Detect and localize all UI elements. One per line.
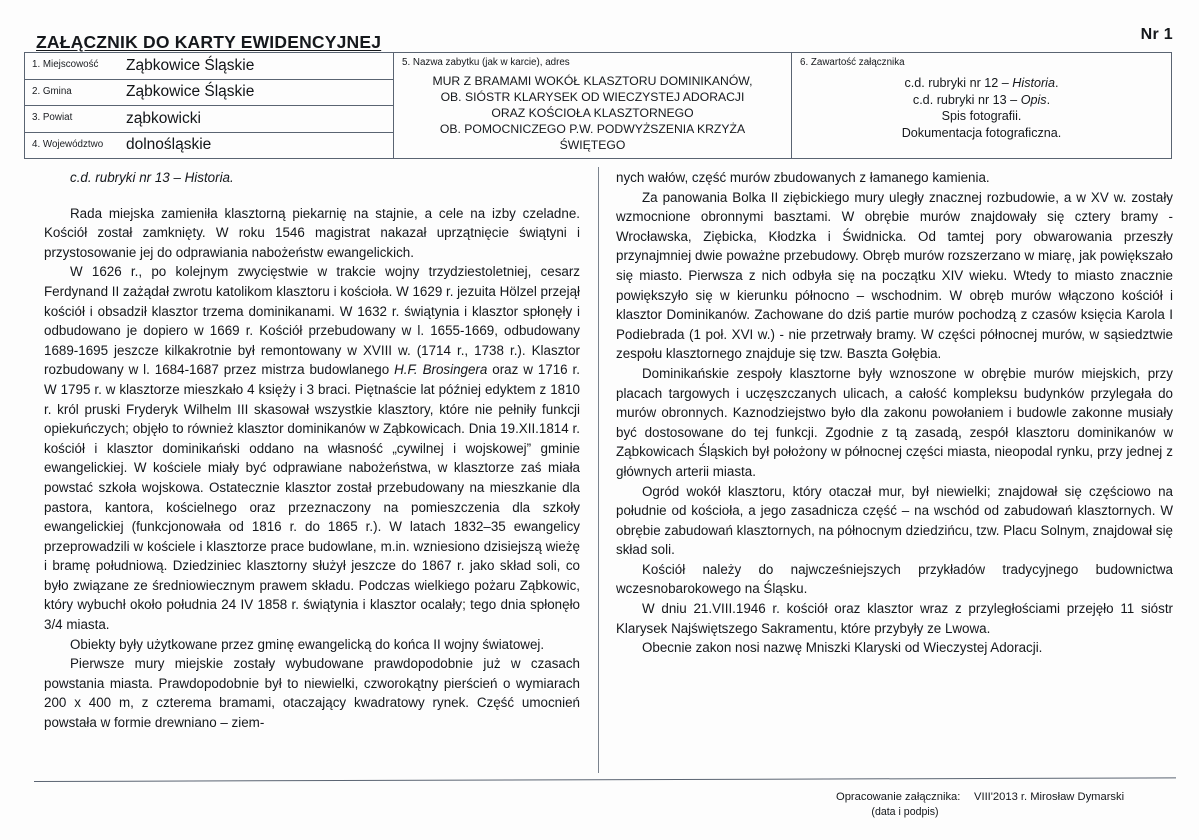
monument-name-cell (394, 53, 792, 158)
table-row (25, 106, 393, 133)
table-row (25, 133, 393, 159)
paragraph-1: Rada miejska zamieniła klasztorną piekarnię na stajnie, a cele na izby czeladne. Kościół został zamknięty. W roku 1546 magistrat nakazał uprzątnięcie świątyni i przystosowanie jej do odprawiania nabożeństw ewangelickich. (44, 205, 580, 260)
page-number: Nr 1 (1140, 26, 1173, 43)
italic-historia: Historia (1012, 75, 1055, 90)
monument-name-line-2: OB. SIÓSTR KLARYSEK OD WIECZYSTEJ ADORACJI (440, 89, 745, 104)
field-value-wojewodztwo: dolnośląskie (126, 136, 212, 154)
field-label-miejscowosc: 1. Miejscowość (32, 59, 99, 71)
field-value-gmina: Ząbkowice Śląskie (126, 83, 255, 101)
field-value-miejscowosc: Ząbkowice Śląskie (126, 56, 255, 74)
field-value-powiat: ząbkowicki (126, 109, 201, 127)
paragraph-7: Ogród wokół klasztoru, który otaczał mur, był niewielki; znajdował się częściowo na południe od kościoła, a jego zasadnicza część – na wschód od zabudowań klasztornych. W obrębie zabudowań klasztornych, na północnym dziedzińcu, tzw. Placu Solnym, znajdował się skład soli. (616, 483, 1173, 558)
monument-name-caption: 5. Nazwa zabytku (jak w karcie), adres (402, 57, 570, 68)
monument-name-line-5: ŚWIĘTEGO (559, 138, 626, 153)
italic-opis: Opis (1020, 92, 1047, 107)
identification-column (25, 53, 394, 158)
body-left-column (44, 168, 580, 733)
monument-name-line-3: ORAZ KOŚCIOŁA KLASZTORNEGO (491, 105, 694, 120)
attachment-contents-line-4: Dokumentacja fotograficzna. (901, 126, 1062, 141)
monument-name-line-1: MUR Z BRAMAMI WOKÓŁ KLASZTORU DOMINIKANÓW, (432, 73, 753, 88)
body-right-column (616, 168, 1173, 658)
footer-label: Opracowanie załącznika: (836, 791, 961, 803)
table-row (25, 53, 393, 80)
paragraph-4: Pierwsze mury miejskie zostały wybudowane prawdopodobnie już w czasach powstania miasta. Prawdopodobnie był to niewielki, czworokątny pierścień o wymiarach 200 x 400 m, z czterema bramami, otaczający kwadratowy rynek. Część umocnień powstała w formie drewniano – ziem- (44, 656, 580, 731)
header-table (24, 52, 1172, 159)
paragraph-3: Obiekty były użytkowane przez gminę ewangelicką do końca II wojny światowej. (70, 636, 545, 652)
footer-author-and-date: VIII'2013 r. Mirosław Dymarski (974, 791, 1125, 803)
monument-name-value (394, 70, 791, 153)
column-divider (598, 167, 599, 773)
paragraph-2-part-a: W 1626 r., po kolejnym zwycięstwie w trakcie wojny trzydziestoletniej, cesarz Ferdynand II zażądał zwrotu katolikom klasztoru i kościoła. W 1629 r. jezuita Hölzel przejął kościół i obsadził klasztor trzema dominikanami. W 1632 r. świątynia i klasztor spłonęły i odbudowano je dopiero w 1669 r. Kościół przebudowany w l. 1655-1669, odbudowany 1689-1695 jeszcze kilkakrotnie był remontowany w XVIII w. (1714 r., 1738 r.). Klasztor rozbudowany w l. 1684-1687 przez mistrza budowlanego (44, 264, 580, 378)
footer (836, 789, 1124, 821)
footer-main-row (836, 789, 1124, 805)
page-title: ZAŁĄCZNIK DO KARTY EWIDENCYJNEJ (36, 32, 382, 52)
table-row (25, 80, 393, 107)
paragraph-continued: nych wałów, część murów zbudowanych z łamanego kamienia. (616, 170, 990, 185)
italic-architect-name: H.F. Brosingera (394, 362, 488, 378)
footer-divider (34, 777, 1176, 782)
footer-sub-label: (data i podpis) (871, 806, 939, 819)
paragraph-2-part-b: oraz w 1716 r. W 1795 r. w klasztorze mieszkało 4 księży i 3 braci. Piętnaście lat później edyktem z 1810 r. król pruski Fryderyk Wilhelm III skasował wszystkie klasztory, które nie pełniły funkcji opiekuńczych; objęło to również klasztor dominikanów w Ząbkowicach. Dnia 19.XII.1814 r. kościół i klasztor dominikański oddano na własność „cywilnej i wojskowej” gminie ewangelickiej. W kościele miały być odprawiane nabożeństwa, w klasztorze zaś miała powstać szkoła wojskowa. Ostatecznie klasztor został przebudowany na mieszkanie dla pastora, kantora, kościelnego oraz przeznaczony na pomieszczenia dla szkoły ewangelickiej (funkcjonowała od 1816 r. do 1865 r.). W latach 1832–35 ewangelicy przeprowadzili w kościele i klasztorze prace budowlane, m.in. wzniesiono dzisiejszą wieżę i bramę południową. Dziedziniec klasztorny służył jeszcze do 1867 r. jako skład soli, co było związane ze średniowiecznym prawem składu. Podczas wielkiego pożaru Ząbkowic, który wybuchł około południa 24 IV 1858 r. świątynia i klasztor ocalały; tego dnia spłonęło 3/4 miasta. (44, 362, 580, 633)
attachment-contents-line-1: c.d. rubryki nr 12 – Historia. (904, 75, 1059, 90)
paragraph-6: Dominikańskie zespoły klasztorne były wznoszone w obrębie murów miejskich, przy placach targowych i uczęszczanych ulicach, a całość kompleksu budynków przylegała do murów obronnych. Kaznodziejstwo było dla zakonu powołaniem i budowle zakonne musiały być dostosowane do tej funkcji. Zgodnie z tą zasadą, zespół klasztoru dominikanów w Ząbkowicach Śląskich był położony w północnej części miasta, nieopodal rynku, przy jednej z głównych arterii miasta. (616, 365, 1173, 479)
paragraph-5: Za panowania Bolka II ziębickiego mury uległy znacznej rozbudowie, a w XV w. zostały wzmocnione obronnymi basztami. W obrębie murów znajdowały się cztery bramy - Wrocławska, Ziębicka, Kłodzka i Świdnicka. Od tamtej pory obwarowania przeszły przynajmniej dwie poważne przebudowy. Obręb murów rozszerzano w miarę, jak powiększało się miasto. Pierwsza z nich odbyła się na początku XIV wieku. Wtedy to miasto znacznie powiększyło się w kierunku północno – wschodnim. W obręb murów włączono kościół i klasztor Dominikanów. Zachowane do dziś partie murów pochodzą z czasów księcia Karola I Podiebrada (1 poł. XVI w.) - nie przetrwały bramy. W części północnej murów, w sąsiedztwie zespołu klasztornego znajduje się tzw. Baszta Gołębia. (616, 189, 1173, 362)
paragraph-9: W dniu 21.VIII.1946 r. kościół oraz klasztor wraz z przyległościami przejęło 11 sióstr Klarysek Najświętszego Sakramentu, które przybyły ze Lwowa. (616, 601, 1173, 636)
attachment-contents-line-3: Spis fotografii. (941, 109, 1022, 124)
paragraph-2 (44, 262, 580, 634)
paragraph-10: Obecnie zakon nosi nazwę Mniszki Klaryski od Wieczystej Adoracji. (642, 640, 1043, 656)
attachment-contents-line-2: c.d. rubryki nr 13 – Opis. (912, 92, 1051, 107)
field-label-wojewodztwo: 4. Województwo (32, 138, 104, 150)
attachment-contents-value (792, 70, 1171, 143)
section-heading-historia: c.d. rubryki nr 13 – Historia. (70, 170, 234, 185)
field-label-gmina: 2. Gmina (32, 85, 72, 97)
paragraph-8: Kościół należy do najwcześniejszych przykładów tradycyjnego budownictwa wczesnobarokowego na Śląsku. (616, 561, 1173, 597)
monument-name-line-4: OB. POMOCNICZEGO P.W. PODWYŻSZENIA KRZYŻA (439, 122, 746, 137)
field-label-powiat: 3. Powiat (32, 112, 73, 124)
attachment-contents-caption: 6. Zawartość załącznika (800, 57, 905, 68)
attachment-contents-cell (792, 53, 1171, 158)
